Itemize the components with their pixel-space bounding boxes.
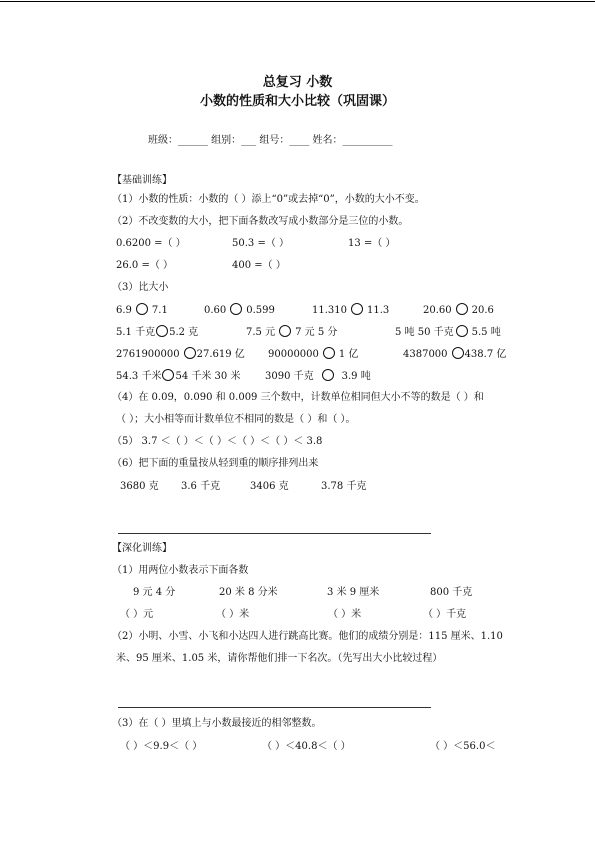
integer-range-item: （ ）＜9.9＜（ ） [120, 741, 203, 752]
compare-item: 7.5 元 7 元 5 分 [246, 327, 338, 338]
compare-item: 54.3 千米 54 千米 30 米 [116, 371, 241, 382]
q2-item: 26.0 =（ ） [116, 260, 174, 271]
integer-range-item: （ ）＜40.8＜（ ） [262, 741, 351, 752]
compare-item: 11.310 11.3 [312, 305, 390, 316]
convert-item: 800 千克 [430, 587, 473, 598]
compare-item: 0.60 0.599 [204, 305, 275, 316]
compare-circle[interactable] [184, 347, 196, 359]
q2-item: 400 =（ ） [232, 260, 286, 271]
question-2-2-line2: 米、95 厘米、1.05 米，请你帮他们排一下名次。（先写出大小比较过程） [116, 653, 443, 664]
answer-line[interactable] [118, 533, 431, 534]
weight-item: 3.78 千克 [321, 481, 367, 492]
question-2-1: （1）用两位小数表示下面各数 [112, 565, 249, 576]
question-1-2: （2）不改变数的大小，把下面各数改写成小数部分是三位的小数。 [112, 216, 409, 227]
question-1-4-line1: （4）在 0.09，0.090 和 0.009 三个数中，计数单位相同但大小不等的数是（ ）和 [112, 392, 484, 403]
weight-item: 3406 克 [250, 481, 289, 492]
section-advanced-header: 【深化训练】 [112, 543, 172, 554]
q2-item: 13 =（ ） [348, 238, 396, 249]
question-1-1: （1）小数的性质：小数的（ ）添上“0”或去掉“0”，小数的大小不变。 [112, 194, 425, 205]
q2-item: 50.3 =（ ） [232, 238, 290, 249]
student-info-line: 班级：______ 组别：___ 组号：____ 姓名：__________ [148, 135, 393, 146]
compare-circle[interactable] [136, 303, 148, 315]
compare-circle[interactable] [323, 347, 335, 359]
question-1-6: （6）把下面的重量按从轻到重的顺序排列出来 [112, 458, 319, 469]
compare-item: 90000000 1 亿 [268, 349, 359, 360]
question-1-3: （3）比大小 [112, 282, 169, 293]
compare-circle[interactable] [279, 325, 291, 337]
compare-item: 4387000 438.7 亿 [403, 349, 507, 360]
compare-circle[interactable] [322, 369, 334, 381]
answer-line[interactable] [118, 707, 431, 708]
convert-item: 9 元 4 分 [133, 587, 176, 598]
page-top-border [0, 1, 595, 2]
convert-item: 20 米 8 分米 [219, 587, 278, 598]
question-2-3: （3）在（ ）里填上与小数最接近的相邻整数。 [112, 718, 322, 729]
page-title: 总复习 小数 [262, 75, 333, 90]
compare-circle[interactable] [162, 369, 174, 381]
compare-item: 2761900000 27.619 亿 [116, 349, 245, 360]
question-1-4-line2: （ ）；大小相等而计数单位不相同的数是（ ）和（ ）。 [116, 414, 356, 425]
compare-circle[interactable] [230, 303, 242, 315]
compare-item: 5.1 千克 5.2 克 [116, 327, 199, 338]
convert-answer: （ ）米 [216, 609, 250, 620]
compare-item: 3090 千克 3.9 吨 [265, 371, 371, 382]
q2-item: 0.6200 =（ ） [116, 238, 186, 249]
page-subtitle: 小数的性质和大小比较（巩固课） [199, 94, 395, 109]
compare-circle[interactable] [456, 325, 468, 337]
section-basic-header: 【基础训练】 [112, 175, 172, 186]
question-2-2-line1: （2）小明、小雪、小飞和小达四人进行跳高比赛。他们的成绩分别是：115 厘米、1.10 [112, 631, 503, 642]
compare-circle[interactable] [456, 303, 468, 315]
compare-circle[interactable] [351, 303, 363, 315]
convert-item: 3 米 9 厘米 [327, 587, 380, 598]
convert-answer: （ ）米 [328, 609, 362, 620]
compare-item: 20.60 20.6 [423, 305, 494, 316]
compare-item: 5 吨 50 千克 5.5 吨 [395, 327, 501, 338]
weight-item: 3680 克 [120, 481, 159, 492]
convert-answer: （ ）元 [120, 609, 154, 620]
compare-circle[interactable] [452, 347, 464, 359]
convert-answer: （ ）千克 [423, 609, 467, 620]
weight-item: 3.6 千克 [181, 481, 221, 492]
question-1-5: （5） 3.7 ＜（ ）＜（ ）＜（ ）＜（ ）＜ 3.8 [112, 436, 323, 447]
compare-item: 6.9 7.1 [116, 305, 168, 316]
integer-range-item: （ ）＜56.0＜ [430, 741, 496, 752]
compare-circle[interactable] [156, 325, 168, 337]
